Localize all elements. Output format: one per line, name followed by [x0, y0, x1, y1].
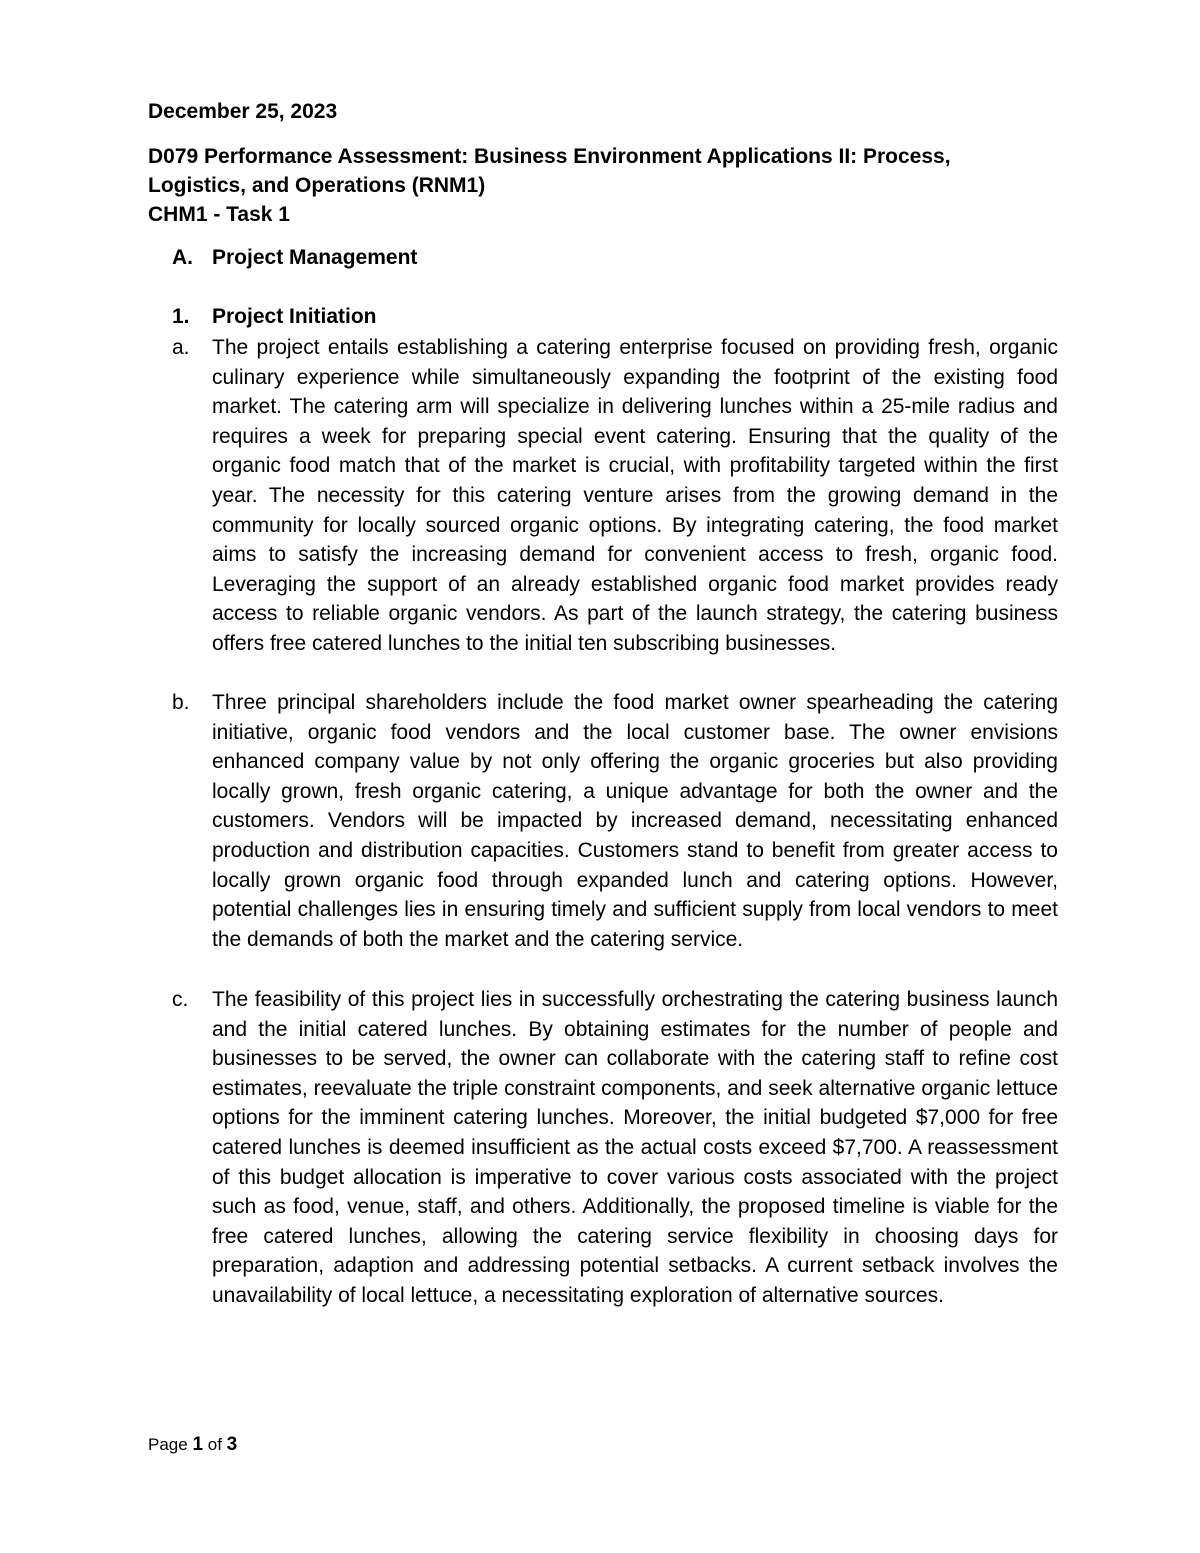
- section-1-title: Project Initiation: [212, 305, 377, 328]
- list-item-c: [172, 985, 1058, 1311]
- section-1-marker: 1.: [172, 305, 190, 328]
- list-item-marker: a.: [172, 336, 190, 359]
- of-word: of: [207, 1435, 222, 1454]
- section-a-title: Project Management: [212, 246, 418, 269]
- section-a-heading: [172, 244, 417, 272]
- list-item-a: [172, 333, 1058, 659]
- total-pages: 3: [226, 1434, 238, 1455]
- title-line-2: Logistics, and Operations (RNM1): [148, 174, 486, 197]
- list-item-text: Three principal shareholders include the food market owner spearheading the catering initiative, organic food vendors and the local customer base. The owner envisions enhanced company value by not only offering the organic groceries but also providing locally grown, fresh organic catering, a unique advantage for both the owner and the customers. Vendors will be impacted by increased demand, necessitating enhanced production and distribution capacities. Customers stand to benefit from greater access to locally grown organic food through expanded lunch and catering options. However, potential challenges lies in ensuring timely and sufficient supply from local vendors to meet the demands of both the market and the catering service.: [212, 691, 1058, 951]
- list-item-text: The feasibility of this project lies in successfully orchestrating the catering business launch and the initial catered lunches. By obtaining estimates for the number of people and businesses to be served, the owner can collaborate with the catering staff to refine cost estimates, reevaluate the triple constraint components, and seek alternative organic lettuce options for the imminent catering lunches. Moreover, the initial budgeted $7,000 for free catered lunches is deemed insufficient as the actual costs exceed $7,700. A reassessment of this budget allocation is imperative to cover various costs associated with the project such as food, venue, staff, and others. Additionally, the proposed timeline is viable for the free catered lunches, allowing the catering service flexibility in choosing days for preparation, adaption and addressing potential setbacks. A current setback involves the unavailability of local lettuce, a necessitating exploration of alternative sources.: [212, 988, 1058, 1307]
- section-1-heading: [172, 303, 377, 331]
- list-item-marker: c.: [172, 988, 189, 1011]
- section-a-marker: A.: [172, 246, 193, 269]
- document-date: December 25, 2023: [148, 100, 338, 123]
- page-number: 1: [192, 1434, 204, 1455]
- title-line-1: D079 Performance Assessment: Business Environment Applications II: Process,: [148, 145, 951, 168]
- document-title: [148, 142, 1048, 229]
- list-item-b: [172, 688, 1058, 954]
- list-item-marker: b.: [172, 691, 190, 714]
- task-label: CHM1 - Task 1: [148, 203, 290, 226]
- list-item-text: The project entails establishing a catering enterprise focused on providing fresh, organic culinary experience while simultaneously expanding the footprint of the existing food market. The catering arm will specialize in delivering lunches within a 25-mile radius and requires a week for preparing special event catering. Ensuring that the quality of the organic food match that of the market is crucial, with profitability targeted within the first year. The necessity for this catering venture arises from the growing demand in the community for locally sourced organic options. By integrating catering, the food market aims to satisfy the increasing demand for convenient access to fresh, organic food. Leveraging the support of an already established organic food market provides ready access to reliable organic vendors. As part of the launch strategy, the catering business offers free catered lunches to the initial ten subscribing businesses.: [212, 336, 1058, 655]
- page-footer: [148, 1433, 237, 1457]
- page-word: Page: [148, 1435, 188, 1454]
